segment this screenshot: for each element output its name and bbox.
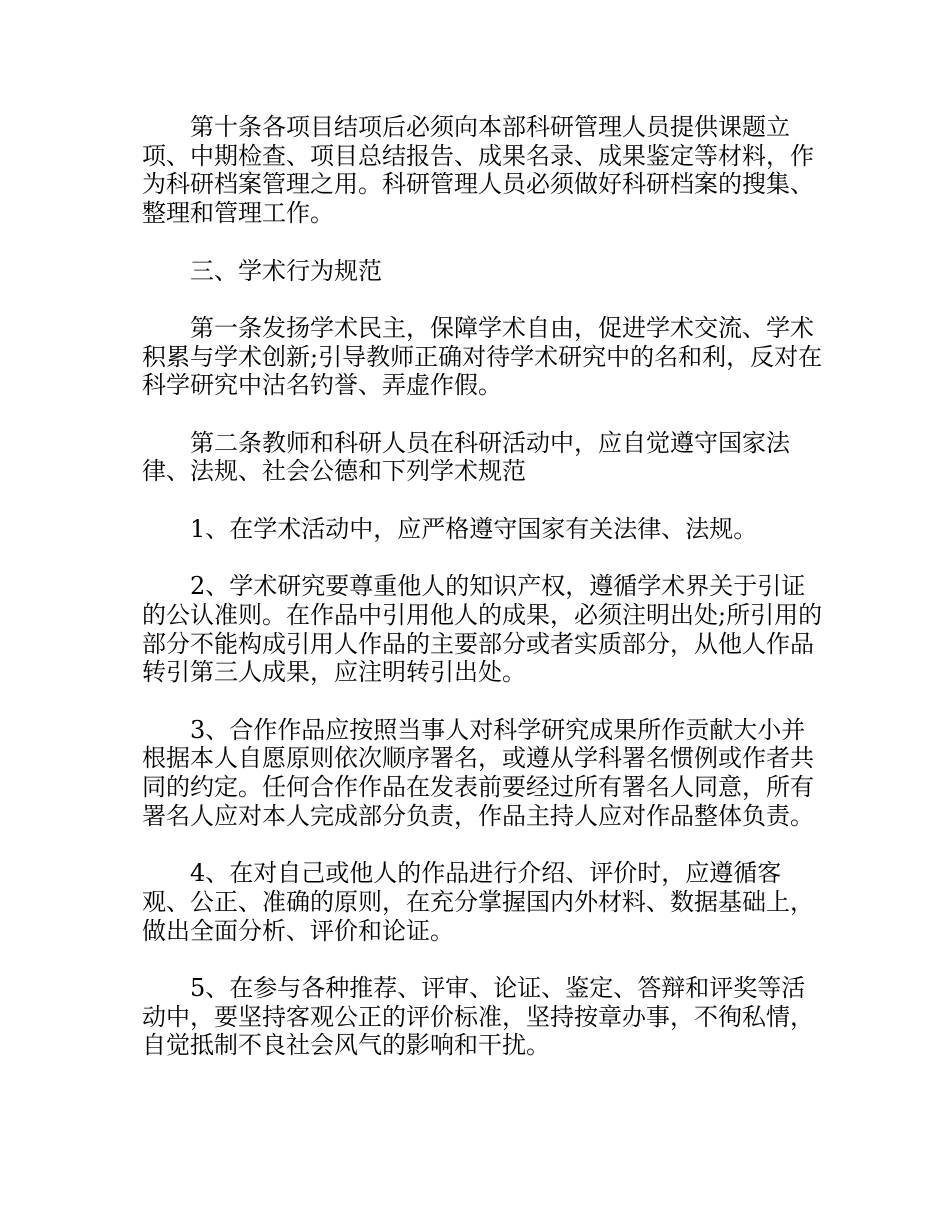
document-body bbox=[142, 113, 826, 1089]
paragraph-article-10: 第十条各项目结项后必须向本部科研管理人员提供课题立项、中期检查、项目总结报告、成果名录、成果鉴定等材料，作为科研档案管理之用。科研管理人员必须做好科研档案的搜集、整理和管理工作。 bbox=[142, 113, 814, 228]
list-item-4: 4、在对自己或他人的作品进行介绍、评价时，应遵循客观、公正、准确的原则，在充分掌握国内外材料、数据基础上，做出全面分析、评价和论证。 bbox=[142, 859, 814, 945]
list-item-2: 2、学术研究要尊重他人的知识产权，遵循学术界关于引证的公认准则。在作品中引用他人的成果，必须注明出处;所引用的部分不能构成引用人作品的主要部分或者实质部分，从他人作品转引第三人成果，应注明转引出处。 bbox=[142, 572, 823, 687]
paragraph-article-2: 第二条教师和科研人员在科研活动中，应自觉遵守国家法律、法规、社会公德和下列学术规范 bbox=[142, 428, 790, 486]
list-item-1: 1、在学术活动中，应严格遵守国家有关法律、法规。 bbox=[190, 514, 758, 543]
list-item-5: 5、在参与各种推荐、评审、论证、鉴定、答辩和评奖等活动中，要坚持客观公正的评价标准，坚持按章办事，不徇私情，自觉抵制不良社会风气的影响和干扰。 bbox=[142, 973, 814, 1060]
list-item-3: 3、合作作品应按照当事人对科学研究成果所作贡献大小并根据本人自愿原则依次顺序署名，或遵从学科署名惯例或作者共同的约定。任何合作作品在发表前要经过所有署名人同意，所有署名人应对本人完成部分负责，作品主持人应对作品整体负责。 bbox=[142, 715, 814, 830]
section-heading-academic-conduct: 三、学术行为规范 bbox=[190, 256, 382, 285]
paragraph-article-1: 第一条发扬学术民主，保障学术自由，促进学术交流、学术积累与学术创新;引导教师正确对待学术研究中的名和利，反对在科学研究中沽名钓誉、弄虚作假。 bbox=[142, 313, 823, 400]
